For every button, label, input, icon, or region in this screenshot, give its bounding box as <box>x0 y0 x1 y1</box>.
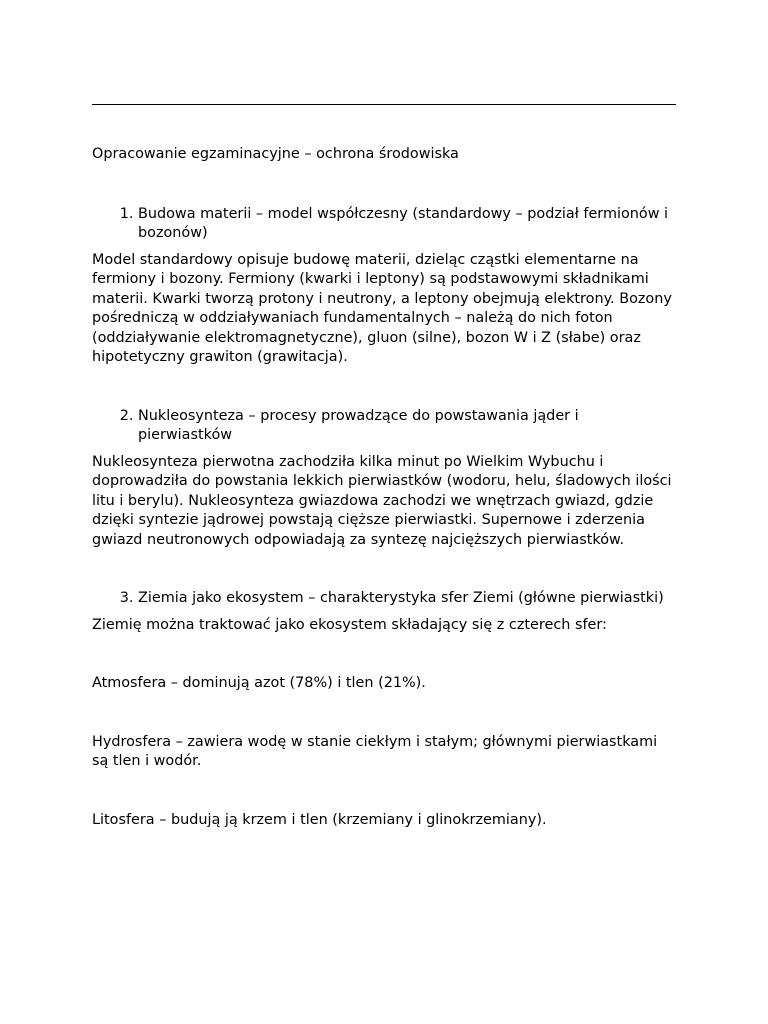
section-title-1: Budowa materii – model współczesny (standardowy – podział fermionów i bozonów) <box>138 205 669 241</box>
section-heading-1 <box>92 205 676 244</box>
section-body-2: Nukleosynteza pierwotna zachodziła kilka minut po Wielkim Wybuchu i doprowadziła do powstania lekkich pierwiastków (wodoru, helu, śladowych ilości litu i berylu). Nukleosynteza gwiazdowa zachodzi we wnętrzach gwiazd, gdzie dzięki syntezie jądrowej powstają cięższe pierwiastki. Supernowe i zderzenia gwiazd neutronowych odpowiadają za syntezę najcięższych pierwiastków. <box>92 453 672 548</box>
spacer <box>92 368 676 407</box>
document-title: Opracowanie egzaminacyjne – ochrona środowiska <box>92 146 459 162</box>
document-body <box>92 145 676 830</box>
section-number-1: 1. <box>119 205 134 222</box>
section-number-3: 3. <box>119 590 134 606</box>
section-heading-3 <box>92 589 676 609</box>
section-title-2: Nukleosynteza – procesy prowadzące do powstawania jąder i pierwiastków <box>138 407 579 443</box>
spacer <box>92 550 676 589</box>
section-number-2: 2. <box>119 407 134 424</box>
spacer <box>92 694 676 733</box>
section-body-3: Ziemię można traktować jako ekosystem składający się z czterech sfer: <box>92 616 607 633</box>
sphere-lithosphere: Litosfera – budują ją krzem i tlen (krzemiany i glinokrzemiany). <box>92 811 547 828</box>
spacer <box>92 772 676 811</box>
section-body-1: Model standardowy opisuje budowę materii, dzieląc cząstki elementarne na fermiony i bozony. Fermiony (kwarki i leptony) są podstawowymi składnikami materii. Kwarki tworzą protony i neutrony, a leptony obejmują elektrony. Bozony pośredniczą w oddziaływaniach fundamentalnych – należą do nich foton (oddziaływanie elektromagnetyczne), gluon (silne), bozon W i Z (słabe) oraz hipotetyczny grawiton (grawitacja). <box>92 251 672 365</box>
section-heading-2 <box>92 407 676 446</box>
sphere-atmosphere: Atmosfera – dominują azot (78%) i tlen (21%). <box>92 675 426 691</box>
spacer <box>92 635 676 674</box>
sphere-hydrosphere: Hydrosfera – zawiera wodę w stanie ciekłym i stałym; głównymi pierwiastkami są tlen i wodór. <box>92 733 658 769</box>
header-rule <box>92 104 676 105</box>
section-title-3: Ziemia jako ekosystem – charakterystyka sfer Ziemi (główne pierwiastki) <box>138 590 664 606</box>
